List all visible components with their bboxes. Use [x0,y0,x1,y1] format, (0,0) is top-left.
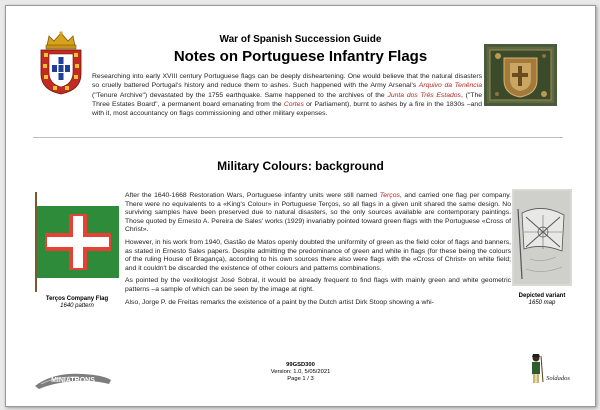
intro-paragraph: Researching into early XVIII century Portuguese flags can be deeply disheartening. One would believe that the natural disasters so cruelly battered Portugal's history and reduce them to ashes. Such happened with the Army Arsenal's Arquivo da Tenência ("Tenure Archive") devastated by the 1755 earthquake. Same happened to the archives of the Junta dos Três Estados, ("The Three Estates Board", a permanent board emanating from the Cortes or Parliament), burnt to ashes by a fire in the 1830s –and with it, most accountancy on flags commissioning and other military expenses. [92,73,483,118]
soldados-logo [516,352,576,388]
body-text [125,192,511,311]
variant-sketch [512,189,572,286]
page-number: Page 1 / 3 [287,376,314,382]
coat-of-arms-icon [33,30,89,96]
left-logo-text: MINIATRONS [51,377,95,384]
flag-caption-sub: 1640 pattern [60,303,94,309]
doc-code: 99GSD300 [286,362,315,368]
body-paragraph-4: Also, Jorge P. de Freitas remarks the existence of a paint by the Dutch artist Dirk Stoop showing a whi- [125,298,434,306]
sketch-caption-sub: 1650 map [528,300,556,306]
body-paragraph-2: However, in his work from 1940, Gastão de Matos openly doubted the uniformity of green as the field color of flags and banners, as stated in Ernesto Sales papers. Despite admitting the predominance of green and white in flags (for these being the colours of the ruling House of Bragança), according to his own sources there also were flags with the «Cross of Christ» on white field; and it couldn't be discarded the existence of other colours and patterns combinations. [125,238,511,272]
footer-info [6,362,595,383]
page-title: Notes on Portuguese Infantry Flags [173,48,428,65]
right-logo-text: Soldados [546,375,570,382]
body-paragraph-1: After the 1640-1668 Restoration Wars, Portuguese infantry units were still named Terços, and carried one flag per company. There were no equivalents to a «King's Colour» in Portuguese Terços, so all flags in a given unit shared the same design. No surviving samples have been preserved due to natural disasters, so the only sources available are contemporary paintings. Those quoted by Ernesto A. Pereira de Sales' works (1929) invariably pointed toward green flags with the Portuguese «Cross of Christ». [125,192,512,234]
series-title: War of Spanish Succession Guide [219,34,382,45]
green-cross-flag [33,192,121,292]
doc-version: Version: 1.0, 5/05/2021 [270,369,331,375]
sketch-caption [504,293,580,307]
body-paragraph-3: As pointed by the vexillologist José Sobral, it would be already frequent to find flags with mainly green and white geometric patterns –a sample of which can be seen by the image at right. [125,277,511,293]
flag-fragment-photo [484,44,557,106]
divider [33,137,563,138]
page [5,5,596,407]
section-heading: Military Colours: background [217,159,384,173]
flag-caption-title: Terços Company Flag [45,296,109,302]
sketch-caption-title: Depicted variant [518,293,566,299]
flag-caption [33,296,121,310]
